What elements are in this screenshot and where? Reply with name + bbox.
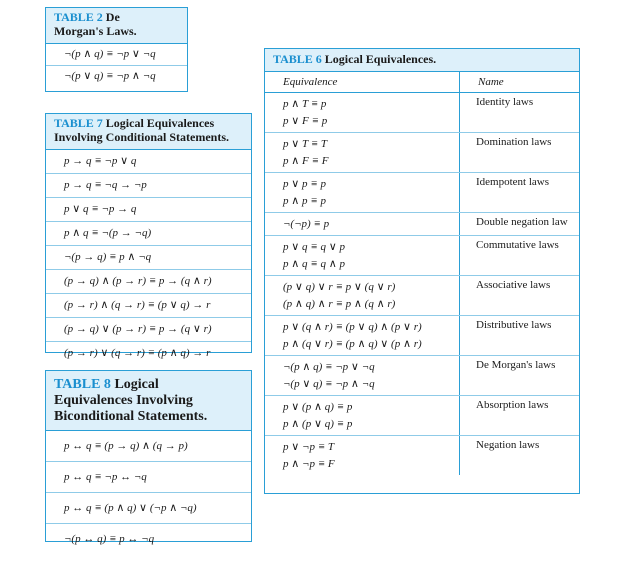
equivalence-formula: p ∧ (q ∨ r) ≡ (p ∧ q) ∨ (p ∧ r) xyxy=(283,337,422,350)
equivalence-formula: p ∨ ¬p ≡ T xyxy=(283,440,335,453)
law-name-cell: Negation laws xyxy=(476,438,540,451)
equivalence-formula: ¬(p ∨ q) ≡ ¬p ∧ ¬q xyxy=(283,377,375,390)
equivalence-formula: p ∨ T ≡ T xyxy=(283,137,328,150)
equivalence-cell xyxy=(265,172,460,212)
equivalence-formula: p ∧ T ≡ p xyxy=(283,97,327,110)
law-name-cell: Idempotent laws xyxy=(460,172,580,212)
table-7-conditional-equivalences xyxy=(45,113,252,359)
table-7-row: (p → q) ∧ (p → r) ≡ p → (q ∧ r) xyxy=(46,270,251,294)
law-name-cell: Commutative laws xyxy=(460,235,580,275)
table-row xyxy=(265,315,579,355)
table-8-title-line2: Equivalences Involving xyxy=(54,393,193,409)
table-6-title: Logical Equivalences. xyxy=(324,52,437,66)
equivalence-formula: p ∧ q ≡ q ∧ p xyxy=(283,257,346,270)
equivalence-formula: p ∧ ¬p ≡ F xyxy=(283,457,335,470)
table-row xyxy=(265,395,579,435)
table-7-row: p ∨ q ≡ ¬p → q xyxy=(46,198,251,222)
equivalence-formula: p ∨ F ≡ p xyxy=(283,114,328,127)
equivalence-formula: p ∧ p ≡ p xyxy=(283,194,326,207)
table-row xyxy=(265,355,579,395)
table-7-row: (p → r) ∧ (q → r) ≡ (p ∨ q) → r xyxy=(46,294,251,318)
equivalence-formula: p ∨ q ≡ q ∨ p xyxy=(283,240,346,253)
equivalence-cell xyxy=(265,275,460,315)
law-name-cell: Domination laws xyxy=(460,132,580,172)
table-8-number: TABLE 8 xyxy=(54,377,111,392)
table-7-row: p → q ≡ ¬q → ¬p xyxy=(46,174,251,198)
table-7-row: p → q ≡ ¬p ∨ q xyxy=(46,150,251,174)
table-2-de-morgans-laws xyxy=(45,7,188,92)
table-8-title-line3: Biconditional Statements. xyxy=(54,409,208,425)
equivalence-formula: ¬(¬p) ≡ p xyxy=(283,217,330,230)
equivalence-formula: p ∧ (p ∨ q) ≡ p xyxy=(283,417,353,430)
law-name-cell: Absorption laws xyxy=(460,395,580,435)
equivalence-cell xyxy=(265,212,460,235)
table-2-row: ¬(p ∧ q) ≡ ¬p ∨ ¬q xyxy=(46,44,187,66)
table-2-number: TABLE 2 xyxy=(54,10,103,24)
law-name-cell: Double negation law xyxy=(460,212,580,235)
equivalence-cell xyxy=(265,132,460,172)
table-6-grid xyxy=(265,72,579,475)
equivalence-formula: (p ∨ q) ∨ r ≡ p ∨ (q ∨ r) xyxy=(283,280,396,293)
table-row xyxy=(265,275,579,315)
table-2-title: De xyxy=(105,10,120,24)
equivalence-formula: p ∨ (p ∧ q) ≡ p xyxy=(283,400,353,413)
table-row xyxy=(265,172,579,212)
table-8-row: p ↔ q ≡ (p → q) ∧ (q → p) xyxy=(46,431,251,462)
law-name-cell: Distributive laws xyxy=(460,315,580,355)
table-row xyxy=(265,235,579,275)
equivalence-cell xyxy=(265,235,460,275)
table-8-title: Logical xyxy=(114,377,159,392)
table-row xyxy=(265,132,579,172)
equivalence-formula: p ∧ F ≡ F xyxy=(283,154,329,167)
table-row xyxy=(265,212,579,235)
equivalence-cell xyxy=(265,435,460,475)
table-7-header xyxy=(46,114,251,150)
table-7-row: (p → q) ∨ (p → r) ≡ p → (q ∨ r) xyxy=(46,318,251,342)
table-6-number: TABLE 6 xyxy=(273,52,322,66)
table-7-number: TABLE 7 xyxy=(54,116,103,130)
equivalence-formula: ¬(p ∧ q) ≡ ¬p ∨ ¬q xyxy=(283,360,375,373)
table-8-row: ¬(p ↔ q) ≡ p ↔ ¬q xyxy=(64,533,155,546)
table-6-logical-equivalences xyxy=(264,48,580,494)
table-7-row: ¬(p → q) ≡ p ∧ ¬q xyxy=(46,246,251,270)
law-name-cell: Associative laws xyxy=(460,275,580,315)
column-header-name: Name xyxy=(460,72,580,93)
table-8-header xyxy=(46,371,251,431)
table-7-row: (p → r) ∨ (q → r) ≡ (p ∧ q) → r xyxy=(64,346,211,359)
equivalence-cell xyxy=(265,395,460,435)
equivalence-cell xyxy=(265,355,460,395)
equivalence-formula: p ∨ (q ∧ r) ≡ (p ∨ q) ∧ (p ∨ r) xyxy=(283,320,422,333)
table-6-header xyxy=(265,49,579,72)
table-2-title-line2: Morgan's Laws. xyxy=(54,23,137,38)
equivalence-cell xyxy=(265,92,460,132)
table-8-row: p ↔ q ≡ (p ∧ q) ∨ (¬p ∧ ¬q) xyxy=(46,493,251,524)
table-7-title: Logical Equivalences xyxy=(105,116,215,130)
column-header-equivalence: Equivalence xyxy=(265,72,460,93)
table-6-column-headers xyxy=(265,72,579,93)
table-row xyxy=(265,92,579,132)
table-2-header xyxy=(46,8,187,44)
table-8-biconditional-equivalences xyxy=(45,370,252,546)
table-2-row: ¬(p ∨ q) ≡ ¬p ∧ ¬q xyxy=(64,69,156,82)
table-7-title-line2: Involving Conditional Statements. xyxy=(54,129,230,144)
equivalence-cell xyxy=(265,315,460,355)
law-name-cell: Identity laws xyxy=(460,92,580,132)
equivalence-formula: (p ∧ q) ∧ r ≡ p ∧ (q ∧ r) xyxy=(283,297,396,310)
law-name-cell: De Morgan's laws xyxy=(460,355,580,395)
equivalence-formula: p ∨ p ≡ p xyxy=(283,177,326,190)
table-8-row: p ↔ q ≡ ¬p ↔ ¬q xyxy=(46,462,251,493)
table-7-row: p ∧ q ≡ ¬(p → ¬q) xyxy=(46,222,251,246)
table-row xyxy=(265,435,579,475)
